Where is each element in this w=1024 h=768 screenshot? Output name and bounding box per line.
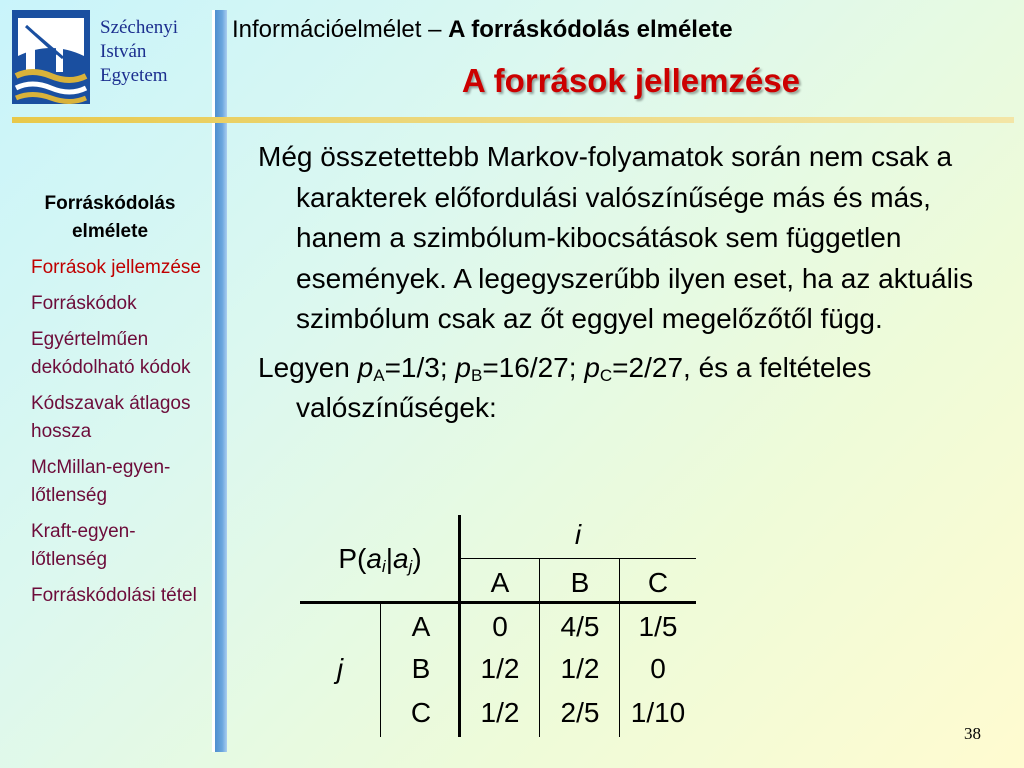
table-vline-rowheader [380,603,381,737]
nav-item-mcmillan[interactable]: McMillan-egyen-lőtlenség [31,457,171,506]
nav-item-egyertelmuen-dekodolhato[interactable]: Egyértelműen dekódolható kódok [31,329,191,378]
table-hline-main [300,601,696,604]
nav-heading: Forráskódolás elmélete [44,193,176,242]
table-cell: 1/2 [560,653,600,684]
slide-title: A források jellemzése [461,62,800,99]
p-symbol-b: p [455,351,471,383]
sub-a: A [373,365,385,385]
table-vline-main [458,515,461,737]
table-corner-label [300,539,460,579]
row-header-c: C [410,697,432,728]
table-vline-col2 [619,559,620,737]
corner-bar: | [385,543,393,574]
p-symbol-c: p [584,351,600,383]
slide-body [258,137,978,429]
slide-subtitle [232,16,733,44]
nav-item-kodszavak-atlagos-hossza[interactable]: Kódszavak átlagos hossza [31,393,191,442]
table-cell: 2/5 [560,697,600,728]
table-cell: 1/2 [480,653,520,684]
corner-a-i: a [366,543,382,574]
page-number: 38 [964,724,981,743]
table-cell: 0 [650,653,666,684]
nav-item-kraft[interactable]: Kraft-egyen-lőtlenség [31,521,136,570]
subtitle-prefix: Információelmélet – [232,16,449,43]
table-cell: 1/10 [630,697,686,728]
corner-sub-i: i [381,557,386,576]
university-name-line3: Egyetem [100,65,168,86]
legyen-text: Legyen [258,351,358,383]
sub-b: B [470,365,483,385]
nav-item-forrasok-jellemzese[interactable]: Források jellemzése [31,257,201,278]
university-name-line2: István [100,41,147,62]
corner-sub-j: j [408,557,413,576]
row-header-a: A [411,611,431,642]
value-b: =16/27; [482,351,585,383]
corner-close: ) [412,543,422,574]
sub-c: C [599,365,613,385]
row-variable [320,649,360,689]
column-variable-i: i [574,519,582,550]
table-cell: 1/2 [480,697,520,728]
paragraph-probabilities [258,348,978,429]
header-divider [12,117,1014,123]
table-cell: 1/5 [638,611,678,642]
value-c: =2/27, és a feltételes valószínűségek: [296,351,872,423]
table-cell: 4/5 [560,611,600,642]
nav-item-forraskodolasi-tetel[interactable]: Forráskódolási tétel [31,585,197,606]
corner-a-j: a [392,543,409,574]
p-symbol-a: p [357,351,374,383]
university-name [100,16,212,88]
table-hline-header [460,558,696,559]
university-logo [12,10,90,104]
paragraph-markov: Még összetettebb Markov-folyamatok során nem csak a karakterek előfordulási valószínűsége más és más, hanem a szimbólum-kibocsátások sem független események. A legegyszerűbb ilyen eset, ha az aktuális szimbólum csak az őt eggyel megelőzőtől függ. [258,141,974,334]
row-header-b: B [411,653,431,684]
column-header-c: C [647,567,669,598]
sidebar-nav [14,190,206,618]
row-variable-j: j [336,653,344,684]
column-header-a: A [490,567,510,598]
column-variable [460,515,696,555]
table-cell: 0 [492,611,508,642]
table-vline-col1 [539,559,540,737]
university-name-line1: Széchenyi [100,17,179,38]
value-a: =1/3; [384,351,456,383]
column-header-b: B [570,567,590,598]
corner-p: P( [338,543,367,574]
nav-item-forraskodok[interactable]: Forráskódok [31,293,137,314]
subtitle-bold: A forráskódolás elmélete [448,16,733,43]
